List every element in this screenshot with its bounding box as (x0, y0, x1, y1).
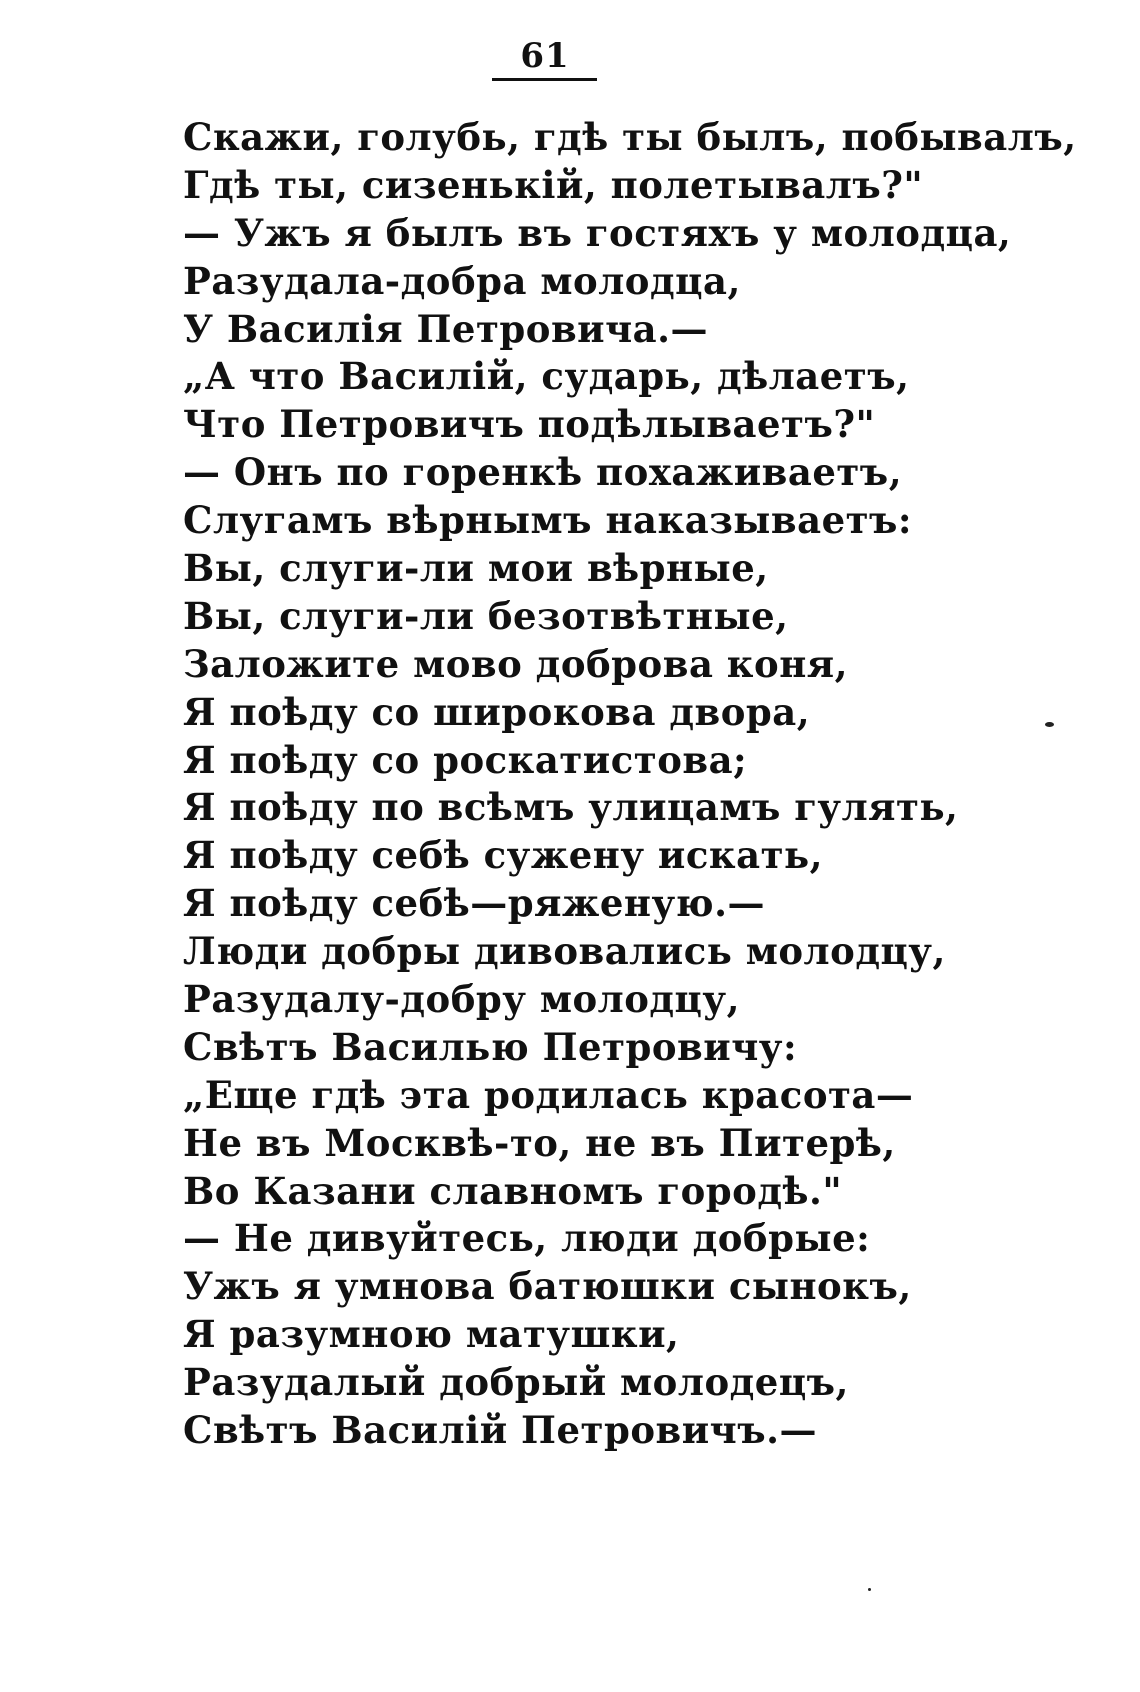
poem-line: Во Казани славномъ городѣ." (183, 1168, 843, 1213)
poem-text (183, 114, 1077, 1455)
poem-line: Люди добры дивовались молодцу, (183, 929, 946, 974)
poem-line: — Онъ по горенкѣ похаживаетъ, (183, 450, 903, 495)
page-number-rule (492, 78, 597, 81)
poem-line: Гдѣ ты, сизенькій, полетывалъ?" (183, 162, 924, 207)
poem-line: Я поѣду со роскатистова; (183, 737, 748, 782)
poem-line: „Еще гдѣ эта родилась красота— (183, 1072, 914, 1117)
poem-line: Я поѣду себѣ—ряженую.— (183, 881, 765, 926)
poem-line: Свѣтъ Василью Петровичу: (183, 1024, 798, 1069)
poem-line: Слугамъ вѣрнымъ наказываетъ: (183, 498, 913, 543)
poem-line: Разудалу-добру молодцу, (183, 977, 740, 1022)
ink-speck (868, 1588, 871, 1591)
poem-line: Не въ Москвѣ-то, не въ Питерѣ, (183, 1120, 896, 1165)
poem-line: Разудалый добрый молодецъ, (183, 1360, 849, 1405)
poem-line: Разудала-добра молодца, (183, 258, 741, 303)
poem-line: Я поѣду со широкова двора, (183, 689, 811, 734)
poem-line: Я разумною матушки, (183, 1312, 680, 1357)
poem-line: Я поѣду по всѣмъ улицамъ гулять, (183, 785, 959, 830)
page-number: 61 (520, 36, 570, 76)
poem-line: „А что Василій, сударь, дѣлаетъ, (183, 354, 910, 399)
poem-line: Вы, слуги-ли мои вѣрные, (183, 546, 769, 591)
poem-line: Свѣтъ Василій Петровичъ.— (183, 1408, 818, 1453)
ink-speck (1045, 722, 1054, 727)
poem-line: Скажи, голубь, гдѣ ты былъ, побывалъ, (183, 115, 1077, 159)
poem-line: — Не дивуйтесь, люди добрые: (183, 1216, 871, 1261)
poem-line: У Василія Петровича.— (183, 306, 709, 351)
poem-line: Ужъ я умнова батюшки сынокъ, (183, 1264, 912, 1309)
poem-line: Что Петровичъ подѣлываетъ?" (183, 402, 876, 447)
poem-line: — Ужъ я былъ въ гостяхъ у молодца, (183, 210, 1012, 255)
poem-line: Вы, слуги-ли безотвѣтные, (183, 593, 789, 638)
poem-line: Заложите мово доброва коня, (183, 641, 848, 686)
poem-line: Я поѣду себѣ сужену искать, (183, 833, 824, 878)
